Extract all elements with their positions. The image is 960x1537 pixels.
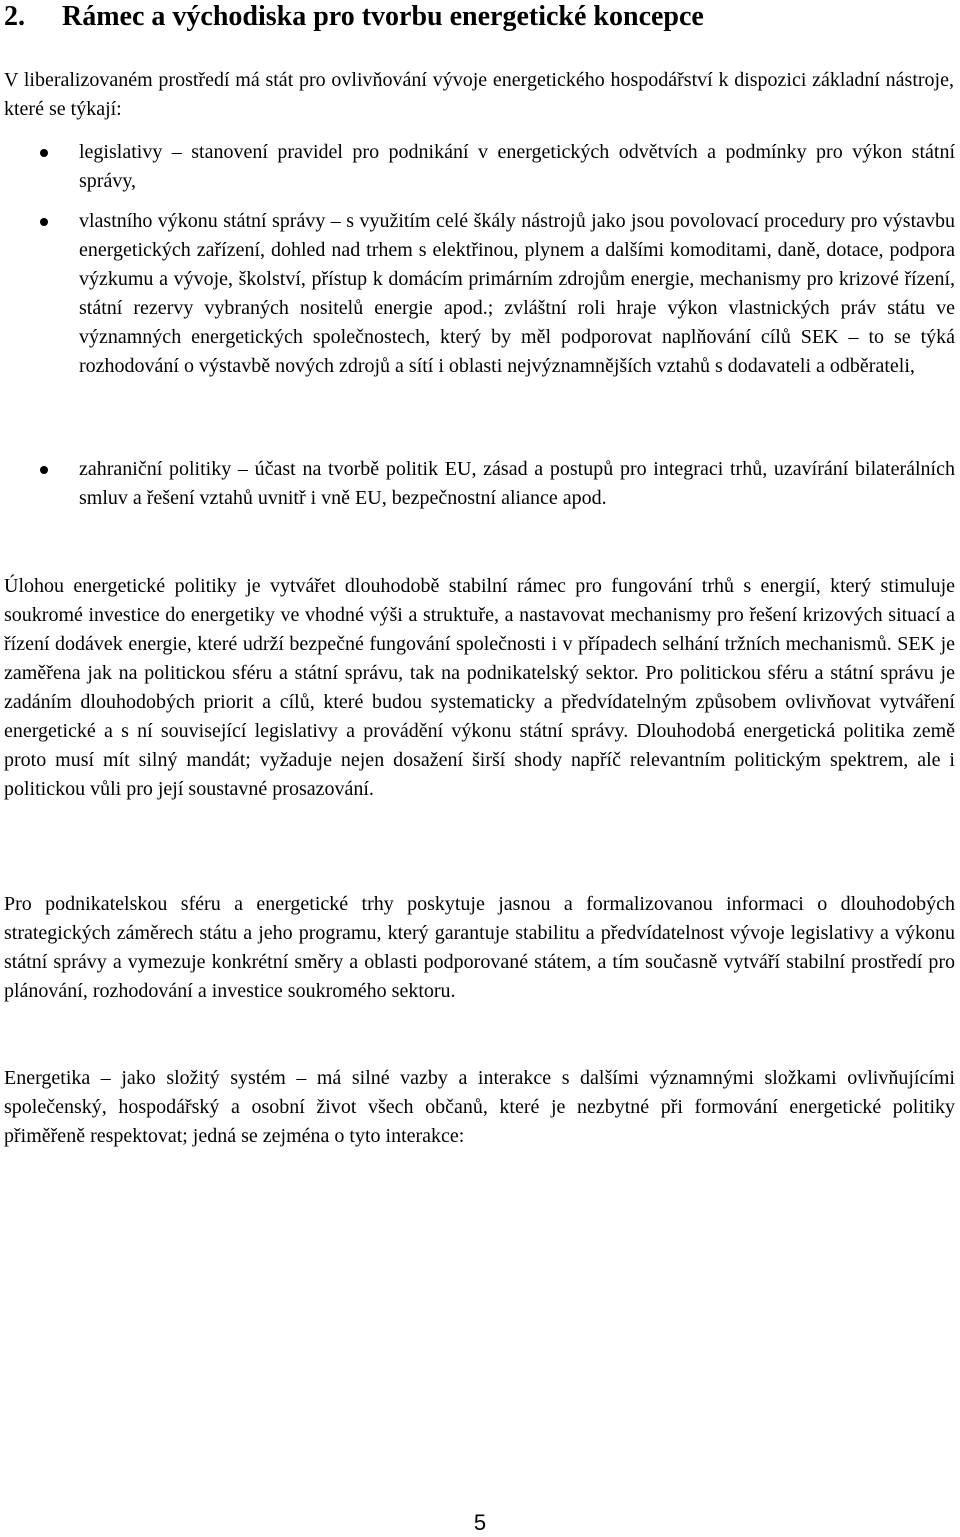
bullet-dot-icon (40, 218, 48, 226)
bullet-dot-icon (40, 466, 48, 474)
section-number: 2. (4, 1, 25, 32)
bullet-text: zahraniční politiky – účast na tvorbě politik EU, zásad a postupů pro integraci trhů, uzavírání bilaterálních smluv a řešení vztahů uvnitř i vně EU, bezpečnostní aliance apod. (79, 458, 955, 509)
bullet-dot-icon (40, 149, 48, 157)
bullet-text: legislativy – stanovení pravidel pro podnikání v energetických odvětvích a podmínky pro výkon státní správy, (79, 141, 955, 192)
bullet-text: vlastního výkonu státní správy – s využitím celé škály nástrojů jako jsou povolovací procedury pro výstavbu energetických zařízení, dohled nad trhem s elektřinou, plynem a dalšími komoditami, daně, dotace, podpora výzkumu a vývoje, školství, přístup k domácím primárním zdrojům energie, mechanismy pro krizové řízení, státní rezervy vybraných nositelů energie apod.; zvláštní roli hraje výkon vlastnických práv státu ve významných energetických společnostech, který by měl podporovat naplňování cílů SEK – to se týká rozhodování o výstavbě nových zdrojů a sítí i oblasti nejvýznamnějších vztahů s dodavateli a odběrateli, (79, 210, 955, 377)
body-paragraph-energy-policy: Úlohou energetické politiky je vytvářet dlouhodobě stabilní rámec pro fungování trhů s energií, který stimuluje soukromé investice do energetiky ve vhodné výši a struktuře, a nastavovat mechanismy pro řešení krizových situací a řízení dodávek energie, které udrží bezpečné fungování společnosti i v případech selhání tržních mechanismů. SEK je zaměřena jak na politickou sféru a státní správu, tak na podnikatelský sektor. Pro politickou sféru a státní správu je zadáním dlouhodobých priorit a cílů, které budou systematicky a předvídatelným způsobem ovlivňovat vytváření energetické a s ní související legislativy a provádění výkonu státní správy. Dlouhodobá energetická politika země proto musí mít silný mandát; vyžaduje nejen dosažení širší shody napříč relevantním politickým spektrem, ale i politickou vůli pro její soustavné prosazování. (4, 575, 955, 800)
body-paragraph-business-sphere: Pro podnikatelskou sféru a energetické trhy poskytuje jasnou a formalizovanou informaci o dlouhodobých strategických záměrech státu a jeho programu, který garantuje stabilitu a předvídatelnost vývoje legislativy a výkonu státní správy a vymezuje konkrétní směry a oblasti podporované státem, a tím současně vytváří stabilní prostředí pro plánování, rozhodování a investice soukromého sektoru. (4, 893, 955, 1002)
section-title: Rámec a východiska pro tvorbu energetické koncepce (62, 1, 704, 32)
page-number: 5 (473, 1510, 487, 1535)
body-paragraph-energy-interactions: Energetika – jako složitý systém – má silné vazby a interakce s dalšími významnými složkami ovlivňujícími společenský, hospodářský a osobní život všech občanů, které je nezbytné při formování energetické politiky přiměřeně respektovat; jedná se zejména o tyto interakce: (4, 1067, 955, 1147)
section-heading (4, 0, 704, 34)
intro-paragraph: V liberalizovaném prostředí má stát pro ovlivňování vývoje energetického hospodářství k dispozici základní nástroje, které se týkají: (4, 69, 954, 120)
